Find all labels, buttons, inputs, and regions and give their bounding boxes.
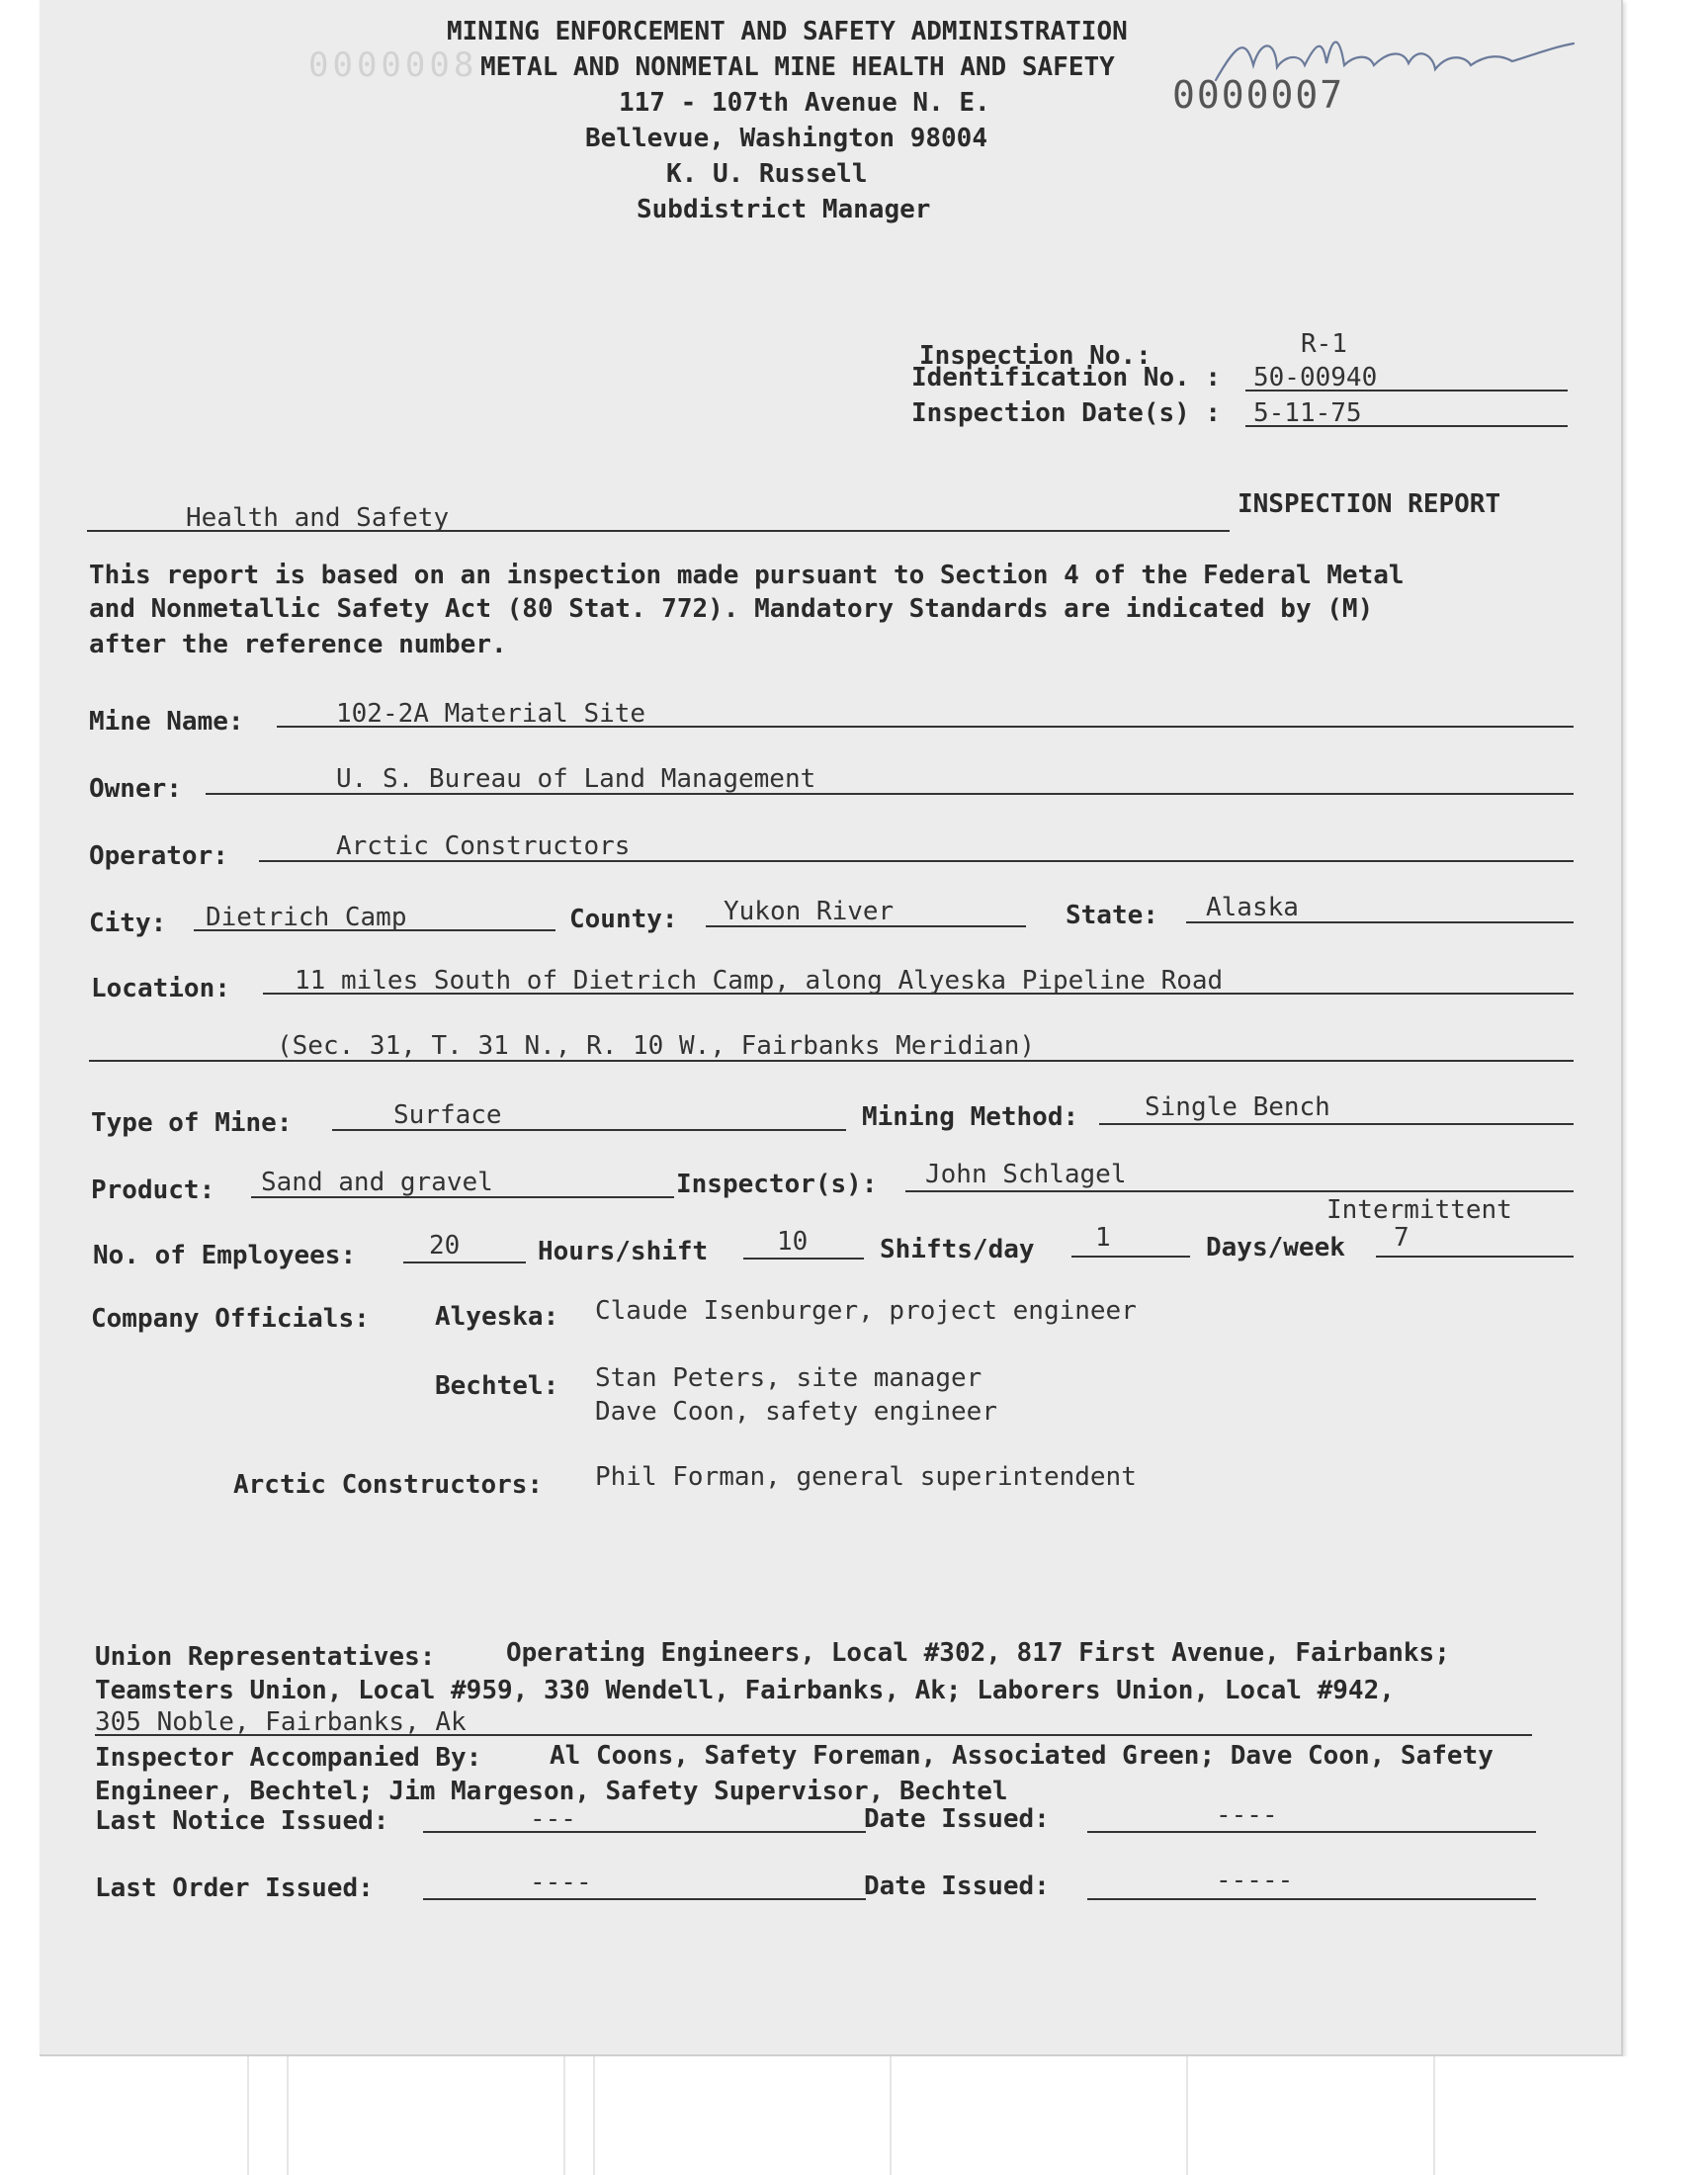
intro-line-3: after the reference number.: [89, 630, 507, 659]
state-line: [1186, 921, 1574, 923]
location-line-1: 11 miles South of Dietrich Camp, along Alyeska Pipeline Road: [295, 966, 1224, 996]
location-line-2: (Sec. 31, T. 31 N., R. 10 W., Fairbanks Meridian): [277, 1031, 1036, 1061]
agency-name: MINING ENFORCEMENT AND SAFETY ADMINISTRATION: [447, 17, 1128, 46]
type-of-mine-value: Surface: [393, 1100, 502, 1130]
state-label: State:: [1066, 901, 1158, 930]
location-line: [263, 993, 1574, 995]
manager-title: Subdistrict Manager: [637, 195, 931, 224]
date-issued-label-2: Date Issued:: [864, 1871, 1050, 1901]
identification-label: Identification No. :: [911, 363, 1222, 392]
last-notice-value: ---: [530, 1804, 576, 1834]
scanner-margin: [0, 2056, 1708, 2175]
inspection-no-value: R-1: [1301, 329, 1347, 359]
mine-name-label: Mine Name:: [89, 707, 244, 737]
inspection-date-value: 5-11-75: [1253, 398, 1362, 428]
accompanied-label: Inspector Accompanied By:: [95, 1743, 482, 1773]
union-line-3: 305 Noble, Fairbanks, Ak: [95, 1707, 467, 1737]
shifts-line: [1071, 1256, 1190, 1258]
document-stamp-number: 0000007: [1172, 73, 1345, 117]
inspector-label: Inspector(s):: [676, 1170, 878, 1199]
county-value: Yukon River: [724, 897, 895, 926]
report-type: Health and Safety: [186, 503, 450, 533]
accompanied-line-1: Al Coons, Safety Foreman, Associated Green; Dave Coon, Safety: [550, 1741, 1494, 1771]
agency-city: Bellevue, Washington 98004: [585, 124, 987, 153]
bechtel-official-1: Stan Peters, site manager: [595, 1363, 982, 1393]
intro-line-2: and Nonmetallic Safety Act (80 Stat. 772). Mandatory Standards are indicated by (M): [89, 594, 1374, 624]
union-line-rule: [95, 1734, 1532, 1736]
alyeska-label: Alyeska:: [435, 1302, 559, 1332]
date-issued-value-1: ----: [1216, 1800, 1278, 1830]
mining-method-value: Single Bench: [1145, 1092, 1330, 1122]
date-issued-value-2: -----: [1216, 1866, 1294, 1895]
days-value: 7: [1394, 1223, 1409, 1253]
inspection-date-label: Inspection Date(s) :: [911, 398, 1222, 428]
city-value: Dietrich Camp: [206, 903, 407, 932]
manager-name: K. U. Russell: [666, 159, 868, 189]
inspector-value: John Schlagel: [925, 1160, 1127, 1189]
city-label: City:: [89, 909, 167, 938]
last-order-value: ----: [530, 1868, 592, 1897]
employees-label: No. of Employees:: [93, 1241, 357, 1270]
inspection-no-label: Inspection No.:: [919, 341, 1152, 371]
bechtel-label: Bechtel:: [435, 1371, 559, 1401]
union-label: Union Representatives:: [95, 1642, 436, 1672]
arctic-label: Arctic Constructors:: [233, 1470, 544, 1500]
last-order-line: [423, 1898, 866, 1900]
type-of-mine-line: [332, 1129, 846, 1131]
state-value: Alaska: [1206, 893, 1299, 922]
operator-line: [259, 860, 1574, 862]
operator-label: Operator:: [89, 841, 228, 871]
product-line: [251, 1196, 674, 1198]
days-label: Days/week: [1206, 1233, 1345, 1262]
union-line-1: Operating Engineers, Local #302, 817 First Avenue, Fairbanks;: [506, 1638, 1450, 1668]
product-label: Product:: [91, 1175, 215, 1205]
arctic-official: Phil Forman, general superintendent: [595, 1462, 1137, 1492]
agency-division: METAL AND NONMETAL MINE HEALTH AND SAFETY: [480, 52, 1115, 82]
hours-value: 10: [777, 1227, 809, 1257]
product-value: Sand and gravel: [261, 1168, 493, 1197]
date-issued-line-2: [1087, 1898, 1536, 1900]
date-issued-line-1: [1087, 1831, 1536, 1833]
agency-street: 117 - 107th Avenue N. E.: [619, 88, 990, 118]
shifts-value: 1: [1095, 1223, 1111, 1253]
ghost-stamp-number: 0000008: [308, 45, 478, 85]
type-of-mine-label: Type of Mine:: [91, 1108, 293, 1138]
owner-line: [206, 793, 1574, 795]
document-page: [40, 0, 1623, 2056]
inspector-line: [905, 1190, 1574, 1192]
last-order-label: Last Order Issued:: [95, 1873, 374, 1903]
mining-method-label: Mining Method:: [862, 1102, 1079, 1132]
accompanied-line-2: Engineer, Bechtel; Jim Margeson, Safety Supervisor, Bechtel: [95, 1777, 1008, 1806]
mine-name-line: [277, 726, 1574, 728]
handwritten-signature: [1206, 26, 1581, 95]
report-type-line: [87, 530, 1230, 532]
company-officials-label: Company Officials:: [91, 1304, 370, 1334]
owner-label: Owner:: [89, 774, 182, 804]
hours-label: Hours/shift: [538, 1237, 709, 1266]
mining-method-line: [1099, 1123, 1574, 1125]
county-label: County:: [569, 905, 678, 934]
hours-line: [743, 1258, 864, 1260]
employees-value: 20: [429, 1231, 461, 1261]
identification-value: 50-00940: [1253, 363, 1378, 392]
report-title: INSPECTION REPORT: [1238, 489, 1501, 519]
city-line: [194, 929, 555, 931]
location-label: Location:: [91, 974, 230, 1003]
date-issued-label-1: Date Issued:: [864, 1804, 1050, 1834]
days-note: Intermittent: [1326, 1195, 1512, 1225]
identification-line: [1245, 390, 1568, 392]
mine-name-value: 102-2A Material Site: [336, 699, 646, 729]
last-notice-label: Last Notice Issued:: [95, 1806, 389, 1836]
alyeska-official: Claude Isenburger, project engineer: [595, 1296, 1137, 1326]
last-notice-line: [423, 1831, 866, 1833]
intro-line-1: This report is based on an inspection made pursuant to Section 4 of the Federal Metal: [89, 561, 1405, 590]
operator-value: Arctic Constructors: [336, 831, 631, 861]
days-line: [1376, 1256, 1574, 1258]
location-line-2-rule: [89, 1060, 1574, 1062]
county-line: [706, 925, 1026, 927]
bechtel-official-2: Dave Coon, safety engineer: [595, 1397, 997, 1427]
union-line-2: Teamsters Union, Local #959, 330 Wendell, Fairbanks, Ak; Laborers Union, Local #942,: [95, 1676, 1395, 1705]
inspection-date-line: [1245, 425, 1568, 427]
employees-line: [403, 1262, 526, 1263]
owner-value: U. S. Bureau of Land Management: [336, 764, 816, 794]
shifts-label: Shifts/day: [880, 1235, 1035, 1264]
